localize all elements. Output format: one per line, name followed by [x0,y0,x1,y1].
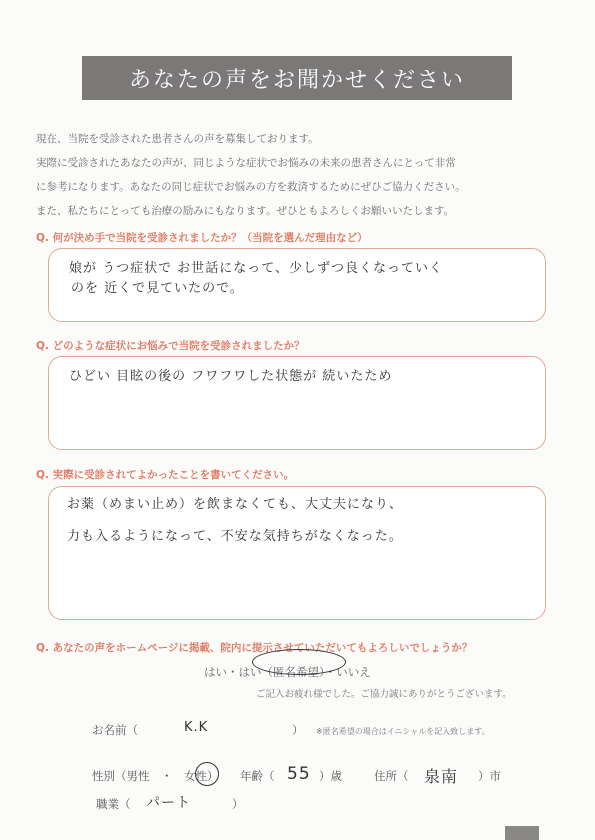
title-banner [82,56,512,100]
intro-line: また、私たちにとっても治療の励みにもなります。ぜひともよろしくお願いいたします。 [36,205,455,217]
age-suffix: ）歳 [319,769,342,783]
question-2: Q. どのような症状にお悩みで当院を受診されましたか？ [36,340,305,352]
answer-box-1 [48,248,546,322]
consent-options: はい・はい（匿名希望）・いいえ [204,665,371,679]
intro-line: 実際に受診されたあなたの声が、同じような症状でお悩みの未来の患者さんにとって非常 [36,157,456,169]
question-4: Q. あなたの声をホームページに掲載、院内に提示させていただいてもよろしいでしょうか？ [36,642,473,654]
address-suffix: ）市 [478,769,501,783]
job-label: 職業（ [96,797,131,811]
answer-3-line: お薬（めまい止め）を飲まなくても、大丈夫になり、 [67,497,404,512]
address-value: 泉南 [424,767,459,786]
gender-selection-mark [195,762,219,786]
name-close: ） [292,723,304,737]
address-label: 住所（ [374,769,409,783]
thanks-message: ご記入お疲れ様でした。ご協力誠にありがとうございます。 [256,689,512,700]
intro-line: 現在、当院を受診された患者さんの声を募集しております。 [36,133,319,145]
answer-1-line: 娘が うつ症状で お世話になって、少しずつ良くなっていく [69,261,444,276]
age-value: 55 [287,764,311,784]
name-label: お名前（ [92,723,138,737]
job-value: パート [146,795,191,811]
answer-box-2 [48,356,546,450]
name-note: ※匿名希望の場合はイニシャルを記入致します。 [316,727,490,736]
page-corner-tab [505,826,539,840]
answer-3-line: 力も入るようになって、不安な気持ちがなくなった。 [67,529,403,544]
question-3: Q. 実際に受診されてよかったことを書いてください。 [36,469,295,481]
page-title: あなたの声をお聞かせください [128,67,465,93]
job-close: ） [232,797,244,811]
question-1: Q. 何が決め手で当院を受診されましたか？（当院を選んだ理由など） [36,232,368,244]
consent-selection-mark [252,649,346,675]
answer-2-line: ひどい 目眩の後の フワフワした状態が 続いたため [69,369,393,384]
name-value: K.K [184,720,209,735]
gender-label: 性別（男性 ・ 女性） [92,769,219,783]
answer-box-3 [48,486,546,620]
age-label: 年齢（ [240,769,275,783]
intro-line: に参考になります。あなたの同じ症状でお悩みの方を救済するためにぜひご協力ください。 [36,181,466,193]
answer-1-line: のを 近くで見ていたので。 [71,281,244,296]
